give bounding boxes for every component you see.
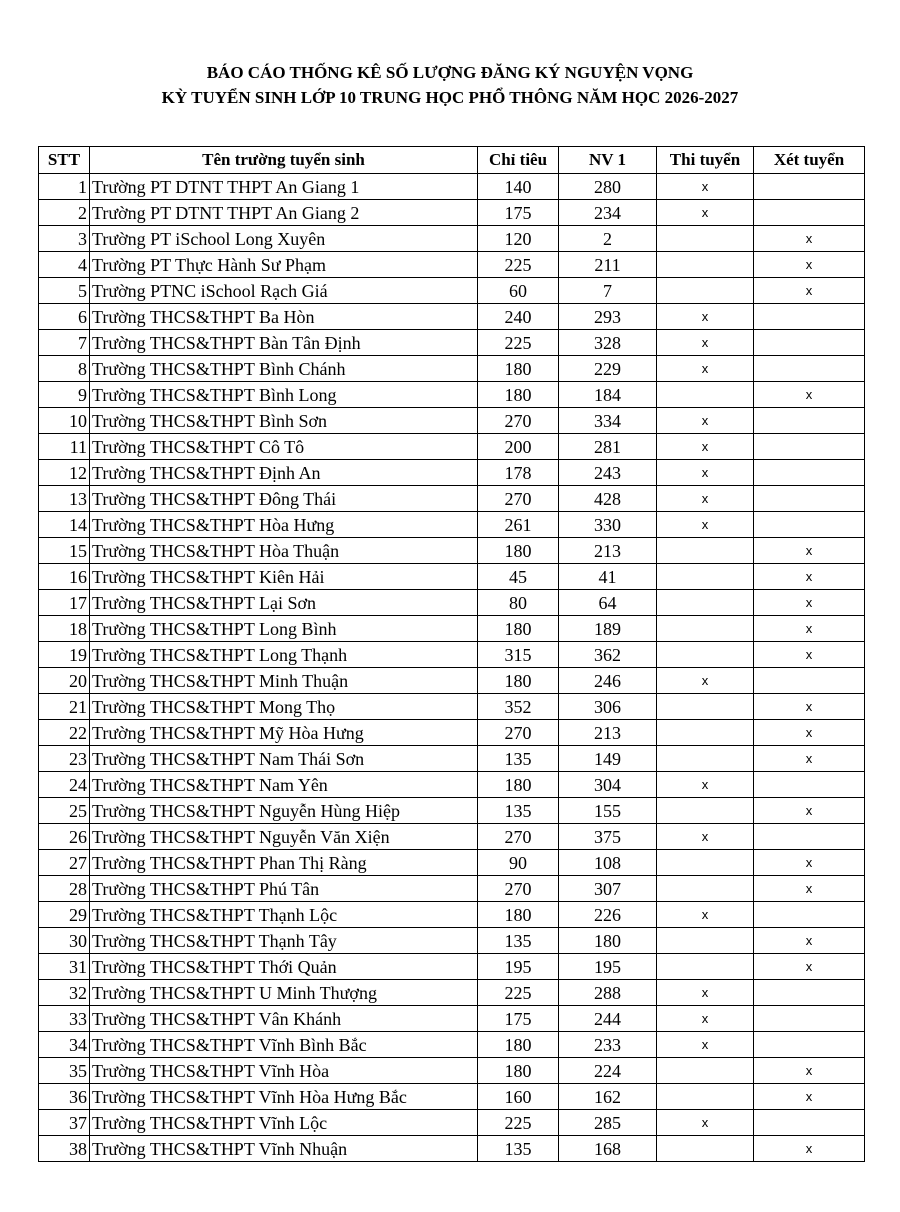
table-row	[39, 798, 865, 824]
header-quota: Chỉ tiêu	[478, 147, 559, 174]
row-nv1: 2	[559, 226, 657, 252]
row-stt: 27	[39, 850, 90, 876]
row-review-mark	[754, 486, 865, 512]
table-row	[39, 486, 865, 512]
row-stt: 28	[39, 876, 90, 902]
row-quota: 200	[478, 434, 559, 460]
row-stt: 2	[39, 200, 90, 226]
row-nv1: 281	[559, 434, 657, 460]
row-exam-mark	[657, 798, 754, 824]
table-body	[39, 174, 865, 1162]
row-school-name: Trường THCS&THPT Nam Yên	[90, 772, 478, 798]
row-school-name: Trường THCS&THPT U Minh Thượng	[90, 980, 478, 1006]
row-quota: 135	[478, 928, 559, 954]
row-review-mark	[754, 1006, 865, 1032]
row-review-mark	[754, 980, 865, 1006]
row-stt: 29	[39, 902, 90, 928]
row-school-name: Trường PT iSchool Long Xuyên	[90, 226, 478, 252]
row-exam-mark	[657, 252, 754, 278]
row-nv1: 108	[559, 850, 657, 876]
row-quota: 140	[478, 174, 559, 200]
row-stt: 4	[39, 252, 90, 278]
row-school-name: Trường THCS&THPT Vĩnh Hòa	[90, 1058, 478, 1084]
table-row	[39, 590, 865, 616]
row-review-mark	[754, 1110, 865, 1136]
row-stt: 17	[39, 590, 90, 616]
row-review-mark: x	[754, 1084, 865, 1110]
row-school-name: Trường THCS&THPT Định An	[90, 460, 478, 486]
header-nv1: NV 1	[559, 147, 657, 174]
row-nv1: 162	[559, 1084, 657, 1110]
table-row	[39, 356, 865, 382]
table-row	[39, 642, 865, 668]
row-exam-mark: x	[657, 902, 754, 928]
row-stt: 12	[39, 460, 90, 486]
report-title	[0, 60, 900, 110]
title-line-2: KỲ TUYỂN SINH LỚP 10 TRUNG HỌC PHỔ THÔNG NĂM HỌC 2026-2027	[161, 88, 739, 107]
row-nv1: 285	[559, 1110, 657, 1136]
table-row	[39, 304, 865, 330]
row-stt: 34	[39, 1032, 90, 1058]
row-school-name: Trường PT DTNT THPT An Giang 1	[90, 174, 478, 200]
row-nv1: 246	[559, 668, 657, 694]
row-stt: 6	[39, 304, 90, 330]
row-quota: 175	[478, 200, 559, 226]
row-quota: 175	[478, 1006, 559, 1032]
row-exam-mark: x	[657, 330, 754, 356]
table-row	[39, 564, 865, 590]
row-school-name: Trường THCS&THPT Mong Thọ	[90, 694, 478, 720]
row-stt: 7	[39, 330, 90, 356]
table-row	[39, 408, 865, 434]
row-quota: 60	[478, 278, 559, 304]
row-nv1: 189	[559, 616, 657, 642]
row-school-name: Trường THCS&THPT Bình Chánh	[90, 356, 478, 382]
row-review-mark	[754, 356, 865, 382]
row-exam-mark	[657, 226, 754, 252]
row-stt: 20	[39, 668, 90, 694]
row-stt: 15	[39, 538, 90, 564]
row-exam-mark	[657, 928, 754, 954]
table-row	[39, 1084, 865, 1110]
table-row	[39, 226, 865, 252]
row-exam-mark	[657, 538, 754, 564]
table-row	[39, 746, 865, 772]
row-review-mark	[754, 330, 865, 356]
row-stt: 8	[39, 356, 90, 382]
row-exam-mark	[657, 1058, 754, 1084]
row-exam-mark: x	[657, 174, 754, 200]
row-exam-mark: x	[657, 824, 754, 850]
row-review-mark: x	[754, 590, 865, 616]
row-exam-mark	[657, 876, 754, 902]
row-exam-mark	[657, 954, 754, 980]
row-nv1: 168	[559, 1136, 657, 1162]
table-row	[39, 1058, 865, 1084]
header-stt: STT	[39, 147, 90, 174]
row-nv1: 428	[559, 486, 657, 512]
row-stt: 3	[39, 226, 90, 252]
row-school-name: Trường THCS&THPT Phan Thị Ràng	[90, 850, 478, 876]
row-school-name: Trường THCS&THPT Long Thạnh	[90, 642, 478, 668]
row-exam-mark	[657, 746, 754, 772]
row-review-mark: x	[754, 616, 865, 642]
row-school-name: Trường THCS&THPT Vĩnh Hòa Hưng Bắc	[90, 1084, 478, 1110]
table-row	[39, 1136, 865, 1162]
row-school-name: Trường THCS&THPT Kiên Hải	[90, 564, 478, 590]
row-nv1: 307	[559, 876, 657, 902]
row-review-mark: x	[754, 850, 865, 876]
table-row	[39, 928, 865, 954]
row-stt: 21	[39, 694, 90, 720]
row-stt: 19	[39, 642, 90, 668]
row-review-mark	[754, 174, 865, 200]
header-exam-admission: Thi tuyển	[657, 147, 754, 174]
row-exam-mark: x	[657, 1006, 754, 1032]
row-review-mark	[754, 512, 865, 538]
row-review-mark	[754, 668, 865, 694]
row-exam-mark	[657, 278, 754, 304]
row-stt: 26	[39, 824, 90, 850]
row-nv1: 304	[559, 772, 657, 798]
row-exam-mark: x	[657, 1032, 754, 1058]
row-nv1: 244	[559, 1006, 657, 1032]
row-school-name: Trường THCS&THPT Đông Thái	[90, 486, 478, 512]
row-quota: 180	[478, 356, 559, 382]
row-quota: 135	[478, 1136, 559, 1162]
row-nv1: 234	[559, 200, 657, 226]
row-exam-mark	[657, 642, 754, 668]
row-nv1: 280	[559, 174, 657, 200]
row-nv1: 293	[559, 304, 657, 330]
row-quota: 120	[478, 226, 559, 252]
row-quota: 270	[478, 824, 559, 850]
row-quota: 225	[478, 980, 559, 1006]
row-school-name: Trường THCS&THPT Vĩnh Nhuận	[90, 1136, 478, 1162]
row-nv1: 64	[559, 590, 657, 616]
row-nv1: 213	[559, 538, 657, 564]
row-nv1: 328	[559, 330, 657, 356]
row-quota: 180	[478, 1058, 559, 1084]
table-row	[39, 382, 865, 408]
row-stt: 23	[39, 746, 90, 772]
row-exam-mark: x	[657, 772, 754, 798]
row-review-mark: x	[754, 642, 865, 668]
row-school-name: Trường THCS&THPT Cô Tô	[90, 434, 478, 460]
table-header-row	[39, 147, 865, 174]
row-review-mark: x	[754, 538, 865, 564]
row-stt: 36	[39, 1084, 90, 1110]
row-school-name: Trường THCS&THPT Hòa Thuận	[90, 538, 478, 564]
row-review-mark: x	[754, 278, 865, 304]
row-exam-mark: x	[657, 668, 754, 694]
row-review-mark: x	[754, 252, 865, 278]
row-review-mark	[754, 1032, 865, 1058]
row-quota: 261	[478, 512, 559, 538]
row-stt: 13	[39, 486, 90, 512]
row-exam-mark: x	[657, 486, 754, 512]
row-review-mark	[754, 772, 865, 798]
row-school-name: Trường THCS&THPT Nguyễn Hùng Hiệp	[90, 798, 478, 824]
row-nv1: 213	[559, 720, 657, 746]
table-row	[39, 850, 865, 876]
row-school-name: Trường THCS&THPT Nguyễn Văn Xiện	[90, 824, 478, 850]
row-exam-mark	[657, 382, 754, 408]
row-stt: 25	[39, 798, 90, 824]
table-row	[39, 720, 865, 746]
row-review-mark	[754, 824, 865, 850]
table-row	[39, 1110, 865, 1136]
table-row	[39, 772, 865, 798]
row-quota: 45	[478, 564, 559, 590]
row-nv1: 243	[559, 460, 657, 486]
row-school-name: Trường THCS&THPT Bình Sơn	[90, 408, 478, 434]
row-stt: 38	[39, 1136, 90, 1162]
row-school-name: Trường THCS&THPT Lại Sơn	[90, 590, 478, 616]
row-quota: 315	[478, 642, 559, 668]
row-quota: 180	[478, 382, 559, 408]
row-nv1: 149	[559, 746, 657, 772]
row-stt: 30	[39, 928, 90, 954]
row-school-name: Trường THCS&THPT Thạnh Lộc	[90, 902, 478, 928]
row-exam-mark: x	[657, 980, 754, 1006]
row-exam-mark: x	[657, 512, 754, 538]
table-row	[39, 434, 865, 460]
row-nv1: 375	[559, 824, 657, 850]
table-row	[39, 902, 865, 928]
row-quota: 180	[478, 772, 559, 798]
row-quota: 225	[478, 252, 559, 278]
row-review-mark	[754, 408, 865, 434]
row-exam-mark	[657, 564, 754, 590]
registration-table	[38, 146, 865, 1162]
row-nv1: 195	[559, 954, 657, 980]
row-school-name: Trường THCS&THPT Bàn Tân Định	[90, 330, 478, 356]
row-nv1: 288	[559, 980, 657, 1006]
row-review-mark	[754, 902, 865, 928]
row-quota: 270	[478, 720, 559, 746]
table-row	[39, 252, 865, 278]
row-school-name: Trường THCS&THPT Bình Long	[90, 382, 478, 408]
row-nv1: 334	[559, 408, 657, 434]
row-nv1: 7	[559, 278, 657, 304]
row-school-name: Trường THCS&THPT Phú Tân	[90, 876, 478, 902]
table-row	[39, 512, 865, 538]
row-stt: 1	[39, 174, 90, 200]
row-exam-mark: x	[657, 1110, 754, 1136]
row-stt: 10	[39, 408, 90, 434]
row-quota: 160	[478, 1084, 559, 1110]
table-row	[39, 278, 865, 304]
row-nv1: 211	[559, 252, 657, 278]
row-stt: 16	[39, 564, 90, 590]
row-nv1: 226	[559, 902, 657, 928]
row-nv1: 306	[559, 694, 657, 720]
row-school-name: Trường THCS&THPT Minh Thuận	[90, 668, 478, 694]
row-quota: 178	[478, 460, 559, 486]
row-school-name: Trường THCS&THPT Nam Thái Sơn	[90, 746, 478, 772]
row-quota: 270	[478, 486, 559, 512]
row-review-mark: x	[754, 928, 865, 954]
row-quota: 352	[478, 694, 559, 720]
row-school-name: Trường THCS&THPT Thạnh Tây	[90, 928, 478, 954]
row-review-mark: x	[754, 954, 865, 980]
row-stt: 32	[39, 980, 90, 1006]
header-school-name: Tên trường tuyển sinh	[90, 147, 478, 174]
table-row	[39, 824, 865, 850]
row-exam-mark	[657, 616, 754, 642]
table-row	[39, 980, 865, 1006]
row-review-mark: x	[754, 720, 865, 746]
row-stt: 9	[39, 382, 90, 408]
row-quota: 225	[478, 330, 559, 356]
row-school-name: Trường THCS&THPT Vân Khánh	[90, 1006, 478, 1032]
row-quota: 180	[478, 538, 559, 564]
table-row	[39, 538, 865, 564]
row-nv1: 233	[559, 1032, 657, 1058]
row-review-mark	[754, 434, 865, 460]
row-school-name: Trường THCS&THPT Thới Quản	[90, 954, 478, 980]
row-quota: 270	[478, 876, 559, 902]
row-quota: 180	[478, 668, 559, 694]
row-review-mark	[754, 304, 865, 330]
row-exam-mark	[657, 1084, 754, 1110]
row-exam-mark	[657, 694, 754, 720]
row-stt: 22	[39, 720, 90, 746]
row-nv1: 224	[559, 1058, 657, 1084]
row-quota: 270	[478, 408, 559, 434]
row-stt: 14	[39, 512, 90, 538]
row-nv1: 184	[559, 382, 657, 408]
row-school-name: Trường PTNC iSchool Rạch Giá	[90, 278, 478, 304]
row-quota: 240	[478, 304, 559, 330]
row-review-mark: x	[754, 1058, 865, 1084]
header-review-admission: Xét tuyển	[754, 147, 865, 174]
row-nv1: 229	[559, 356, 657, 382]
table-row	[39, 460, 865, 486]
row-stt: 35	[39, 1058, 90, 1084]
row-review-mark: x	[754, 876, 865, 902]
title-line-1: BÁO CÁO THỐNG KÊ SỐ LƯỢNG ĐĂNG KÝ NGUYỆN VỌNG	[206, 63, 694, 82]
table-row	[39, 616, 865, 642]
table-row	[39, 200, 865, 226]
row-nv1: 362	[559, 642, 657, 668]
row-quota: 180	[478, 616, 559, 642]
row-exam-mark	[657, 590, 754, 616]
row-nv1: 180	[559, 928, 657, 954]
row-stt: 11	[39, 434, 90, 460]
row-stt: 31	[39, 954, 90, 980]
row-exam-mark: x	[657, 200, 754, 226]
row-stt: 33	[39, 1006, 90, 1032]
row-quota: 195	[478, 954, 559, 980]
row-review-mark	[754, 460, 865, 486]
table-row	[39, 1006, 865, 1032]
row-quota: 80	[478, 590, 559, 616]
table-row	[39, 668, 865, 694]
row-quota: 225	[478, 1110, 559, 1136]
row-quota: 135	[478, 746, 559, 772]
table-row	[39, 694, 865, 720]
row-school-name: Trường THCS&THPT Long Bình	[90, 616, 478, 642]
row-review-mark	[754, 200, 865, 226]
table-row	[39, 876, 865, 902]
row-review-mark: x	[754, 746, 865, 772]
row-nv1: 155	[559, 798, 657, 824]
row-quota: 180	[478, 902, 559, 928]
row-school-name: Trường PT Thực Hành Sư Phạm	[90, 252, 478, 278]
row-exam-mark: x	[657, 356, 754, 382]
table-row	[39, 954, 865, 980]
table-row	[39, 1032, 865, 1058]
row-exam-mark	[657, 720, 754, 746]
row-stt: 5	[39, 278, 90, 304]
table-row	[39, 330, 865, 356]
row-school-name: Trường PT DTNT THPT An Giang 2	[90, 200, 478, 226]
row-exam-mark: x	[657, 408, 754, 434]
row-nv1: 41	[559, 564, 657, 590]
row-review-mark: x	[754, 1136, 865, 1162]
row-exam-mark	[657, 1136, 754, 1162]
row-review-mark: x	[754, 694, 865, 720]
row-review-mark: x	[754, 798, 865, 824]
row-school-name: Trường THCS&THPT Vĩnh Bình Bắc	[90, 1032, 478, 1058]
row-school-name: Trường THCS&THPT Mỹ Hòa Hưng	[90, 720, 478, 746]
row-quota: 180	[478, 1032, 559, 1058]
row-exam-mark: x	[657, 304, 754, 330]
row-quota: 135	[478, 798, 559, 824]
row-exam-mark: x	[657, 434, 754, 460]
row-review-mark: x	[754, 382, 865, 408]
row-exam-mark: x	[657, 460, 754, 486]
table-row	[39, 174, 865, 200]
row-stt: 18	[39, 616, 90, 642]
row-stt: 24	[39, 772, 90, 798]
row-school-name: Trường THCS&THPT Vĩnh Lộc	[90, 1110, 478, 1136]
row-stt: 37	[39, 1110, 90, 1136]
row-exam-mark	[657, 850, 754, 876]
row-quota: 90	[478, 850, 559, 876]
row-review-mark: x	[754, 226, 865, 252]
row-school-name: Trường THCS&THPT Ba Hòn	[90, 304, 478, 330]
row-school-name: Trường THCS&THPT Hòa Hưng	[90, 512, 478, 538]
row-review-mark: x	[754, 564, 865, 590]
row-nv1: 330	[559, 512, 657, 538]
